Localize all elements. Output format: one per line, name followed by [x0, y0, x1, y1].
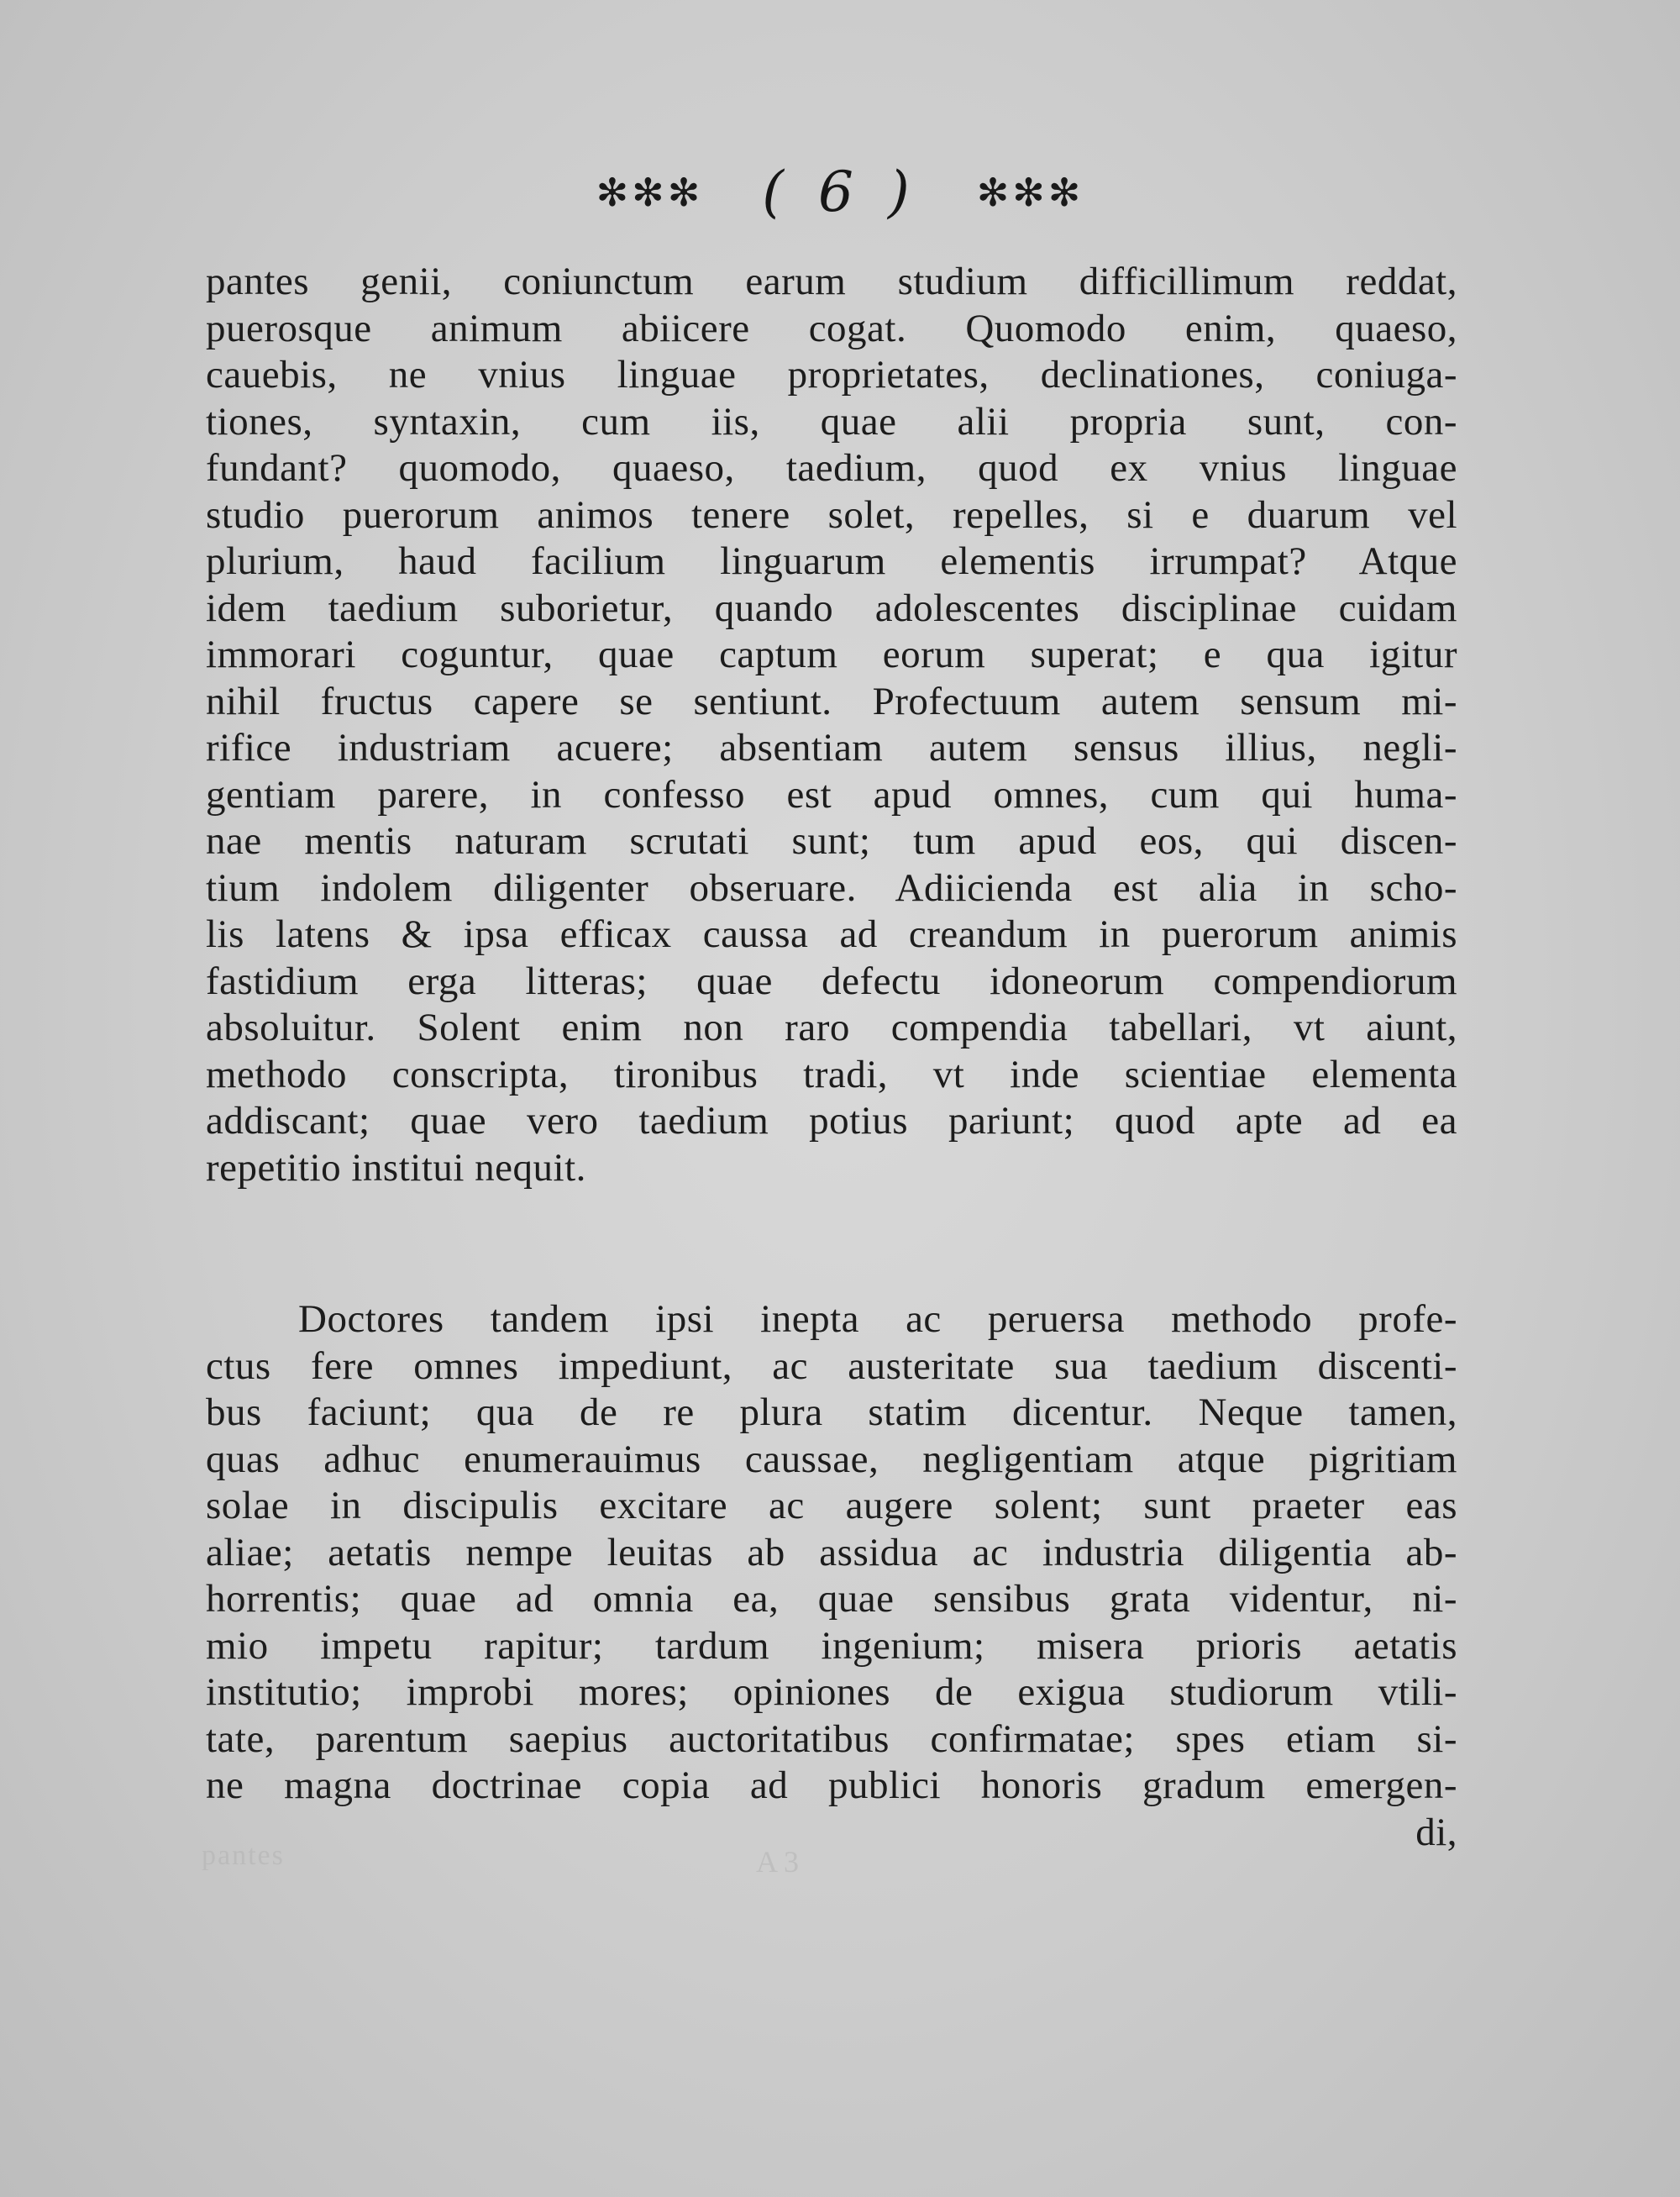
paragraph-2	[206, 1296, 1457, 1856]
text-line: gentiam parere, in confesso est apud omnes, cum qui huma-	[206, 772, 1457, 817]
text-line: tium indolem diligenter obseruare. Adiicienda est alia in scho-	[206, 865, 1457, 910]
text-line: methodo conscripta, tironibus tradi, vt inde scientiae elementa	[206, 1052, 1457, 1096]
text-line: ctus fere omnes impediunt, ac austeritate sua taedium discenti-	[206, 1343, 1457, 1388]
paragraph-1	[206, 259, 1457, 1191]
text-line: quas adhuc enumerauimus caussae, negligentiam atque pigritiam	[206, 1437, 1457, 1481]
text-line: absoluitur. Solent enim non raro compendia tabellari, vt aiunt,	[206, 1006, 1457, 1049]
text-line: studio puerorum animos tenere solet, repelles, si e duarum vel	[206, 492, 1457, 537]
text-line: di,	[1415, 1810, 1457, 1854]
text-line: pantes genii, coniunctum earum studium difficillimum reddat,	[206, 260, 1457, 303]
text-line: puerosque animum abiicere cogat. Quomodo enim, quaeso,	[206, 306, 1457, 350]
bleed-through-signature: A 3	[756, 1845, 800, 1879]
bleed-through-catchword: pantes	[202, 1840, 285, 1871]
text-line: institutio; improbi mores; opiniones de exigua studiorum vtili-	[206, 1670, 1457, 1714]
text-line: tiones, syntaxin, cum iis, quae alii propria sunt, con-	[206, 399, 1457, 444]
text-line: ne magna doctrinae copia ad publici honoris gradum emergen-	[206, 1763, 1457, 1807]
text-line: horrentis; quae ad omnia ea, quae sensibus grata videntur, ni-	[206, 1577, 1457, 1621]
text-line: fundant? quomodo, quaeso, taedium, quod ex vnius linguae	[206, 446, 1457, 490]
text-line: tate, parentum saepius auctoritatibus confirmatae; spes etiam si-	[206, 1716, 1457, 1761]
page-number: ( 6 )	[762, 160, 918, 224]
text-line: immorari coguntur, quae captum eorum superat; e qua igitur	[206, 633, 1457, 676]
text-line: repetitio institui nequit.	[206, 1145, 586, 1190]
ornament-right-icon: ✻✻✻	[976, 169, 1084, 215]
text-line: rifice industriam acuere; absentiam autem sensus illius, negli-	[206, 726, 1457, 770]
text-line: Doctores tandem ipsi inepta ac peruersa methodo profe-	[298, 1297, 1457, 1341]
text-line: idem taedium suborietur, quando adolescentes disciplinae cuidam	[206, 586, 1457, 630]
text-line: lis latens & ipsa efficax caussa ad creandum in puerorum animis	[206, 912, 1457, 956]
text-line: plurium, haud facilium linguarum elementis irrumpat? Atque	[206, 539, 1457, 583]
text-line: cauebis, ne vnius linguae proprietates, declinationes, coniuga-	[206, 353, 1457, 397]
page-header	[0, 160, 1680, 224]
text-line: nihil fructus capere se sentiunt. Profectuum autem sensum mi-	[206, 679, 1457, 723]
text-line: mio impetu rapitur; tardum ingenium; misera prioris aetatis	[206, 1623, 1457, 1668]
text-line: addiscant; quae vero taedium potius pariunt; quod apte ad ea	[206, 1099, 1457, 1143]
text-line: nae mentis naturam scrutati sunt; tum apud eos, qui discen-	[206, 819, 1457, 863]
text-line: aliae; aetatis nempe leuitas ab assidua ac industria diligentia ab-	[206, 1530, 1457, 1574]
text-line: bus faciunt; qua de re plura statim dicentur. Neque tamen,	[206, 1390, 1457, 1434]
text-line: fastidium erga litteras; quae defectu idoneorum compendiorum	[206, 959, 1457, 1003]
ornament-left-icon: ✻✻✻	[596, 169, 704, 215]
text-line: solae in discipulis excitare ac augere solent; sunt praeter eas	[206, 1484, 1457, 1527]
